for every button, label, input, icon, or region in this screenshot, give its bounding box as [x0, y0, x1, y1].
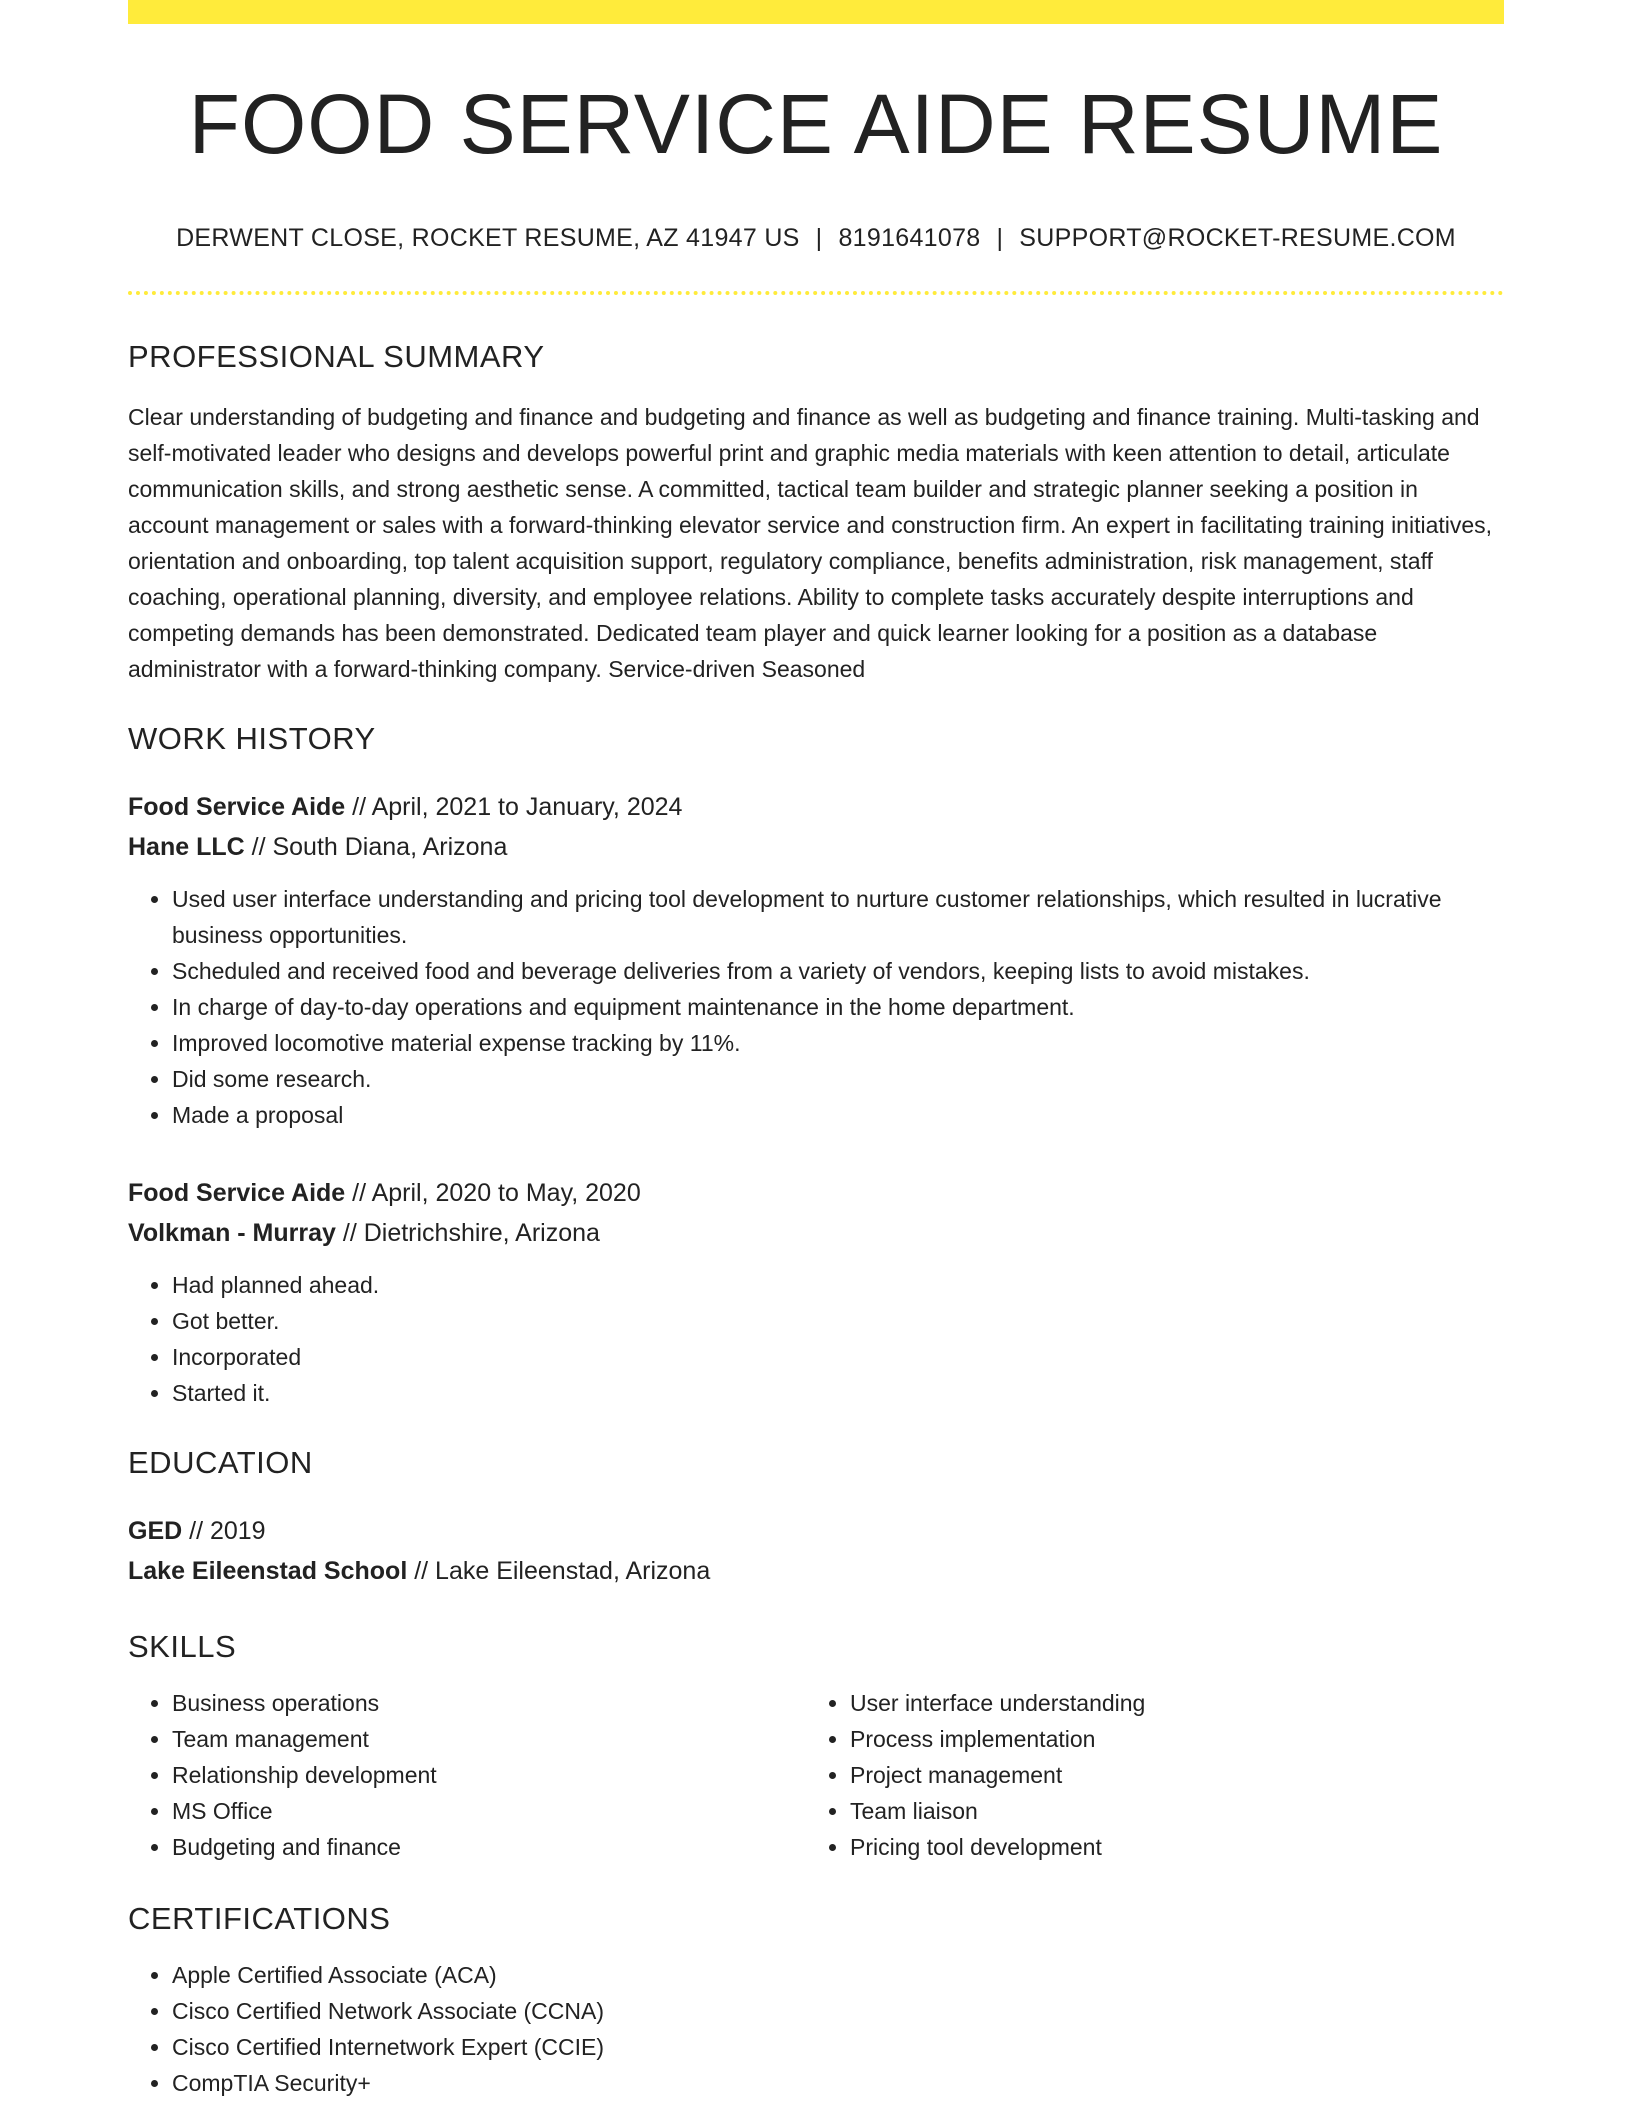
skill-item: • MS Office — [172, 1793, 806, 1829]
resume-page — [128, 0, 1504, 2101]
skills-heading: SKILLS — [128, 1629, 237, 1664]
cert-item: • CompTIA Security+ — [172, 2065, 1504, 2101]
job-bullet: • Started it. — [172, 1375, 1504, 1411]
skills-grid — [128, 1685, 1504, 1865]
contact-separator: | — [996, 224, 1004, 252]
skill-item: • Budgeting and finance — [172, 1829, 806, 1865]
summary-heading: PROFESSIONAL SUMMARY — [128, 339, 545, 374]
skills-column-left — [128, 1685, 806, 1865]
job-title-line — [128, 1173, 1504, 1213]
job-dates: // April, 2020 to May, 2020 — [345, 1179, 641, 1207]
job-bullets — [128, 881, 1504, 1133]
dotted-divider — [128, 291, 1504, 295]
cert-item: • Cisco Certified Internetwork Expert (CCIE) — [172, 2029, 1504, 2065]
education-year: // 2019 — [182, 1517, 266, 1545]
job-bullet: • Had planned ahead. — [172, 1267, 1504, 1303]
job-location: // Dietrichshire, Arizona — [335, 1219, 600, 1247]
job-entry — [128, 787, 1504, 1133]
job-company: Hane LLC — [128, 833, 245, 861]
skill-item: • Project management — [850, 1757, 1484, 1793]
skill-item: • Team liaison — [850, 1793, 1484, 1829]
education-degree: GED — [128, 1517, 183, 1545]
certifications-list — [128, 1957, 1504, 2101]
education-school-line — [128, 1551, 1504, 1591]
job-bullet: • Made a proposal — [172, 1097, 1504, 1133]
education-heading: EDUCATION — [128, 1445, 313, 1480]
job-location: // South Diana, Arizona — [244, 833, 508, 861]
job-title: Food Service Aide — [128, 793, 346, 821]
education-location: // Lake Eileenstad, Arizona — [407, 1557, 711, 1585]
job-bullet: • Used user interface understanding and pricing tool development to nurture customer relationships, which resulted in lucrative business opportunities. — [172, 881, 1504, 953]
education-entry — [128, 1511, 1504, 1591]
summary-text: Clear understanding of budgeting and finance and budgeting and finance as well as budgeting and finance training. Multi-tasking and self-motivated leader who designs and develops powerful print and graphic media materials with keen attention to detail, articulate communication skills, and strong aesthetic sense. A committed, tactical team builder and strategic planner seeking a position in account management or sales with a forward-thinking elevator service and construction firm. An expert in facilitating training initiatives, orientation and onboarding, top talent acquisition support, regulatory compliance, benefits administration, risk management, staff coaching, operational planning, diversity, and employee relations. Ability to complete tasks accurately despite interruptions and competing demands has been demonstrated. Dedicated team player and quick learner looking for a position as a database administrator with a forward-thinking company. Service-driven Seasoned — [128, 404, 1493, 682]
cert-item: • Cisco Certified Network Associate (CCNA) — [172, 1993, 1504, 2029]
job-title: Food Service Aide — [128, 1179, 346, 1207]
contact-line — [128, 224, 1504, 253]
resume-title: FOOD SERVICE AIDE RESUME — [188, 77, 1444, 171]
job-bullet: • Got better. — [172, 1303, 1504, 1339]
contact-phone: 8191641078 — [838, 224, 981, 252]
job-bullets — [128, 1267, 1504, 1411]
job-bullet: • Incorporated — [172, 1339, 1504, 1375]
job-company-line — [128, 1213, 1504, 1253]
job-title-line — [128, 787, 1504, 827]
skill-item: • User interface understanding — [850, 1685, 1484, 1721]
certifications-heading: CERTIFICATIONS — [128, 1901, 391, 1936]
job-dates: // April, 2021 to January, 2024 — [345, 793, 683, 821]
job-company-line — [128, 827, 1504, 867]
skills-column-right — [806, 1685, 1484, 1865]
skill-item: • Team management — [172, 1721, 806, 1757]
skill-item: • Relationship development — [172, 1757, 806, 1793]
skill-item: • Process implementation — [850, 1721, 1484, 1757]
top-accent-bar — [128, 0, 1504, 24]
education-degree-line — [128, 1511, 1504, 1551]
education-school: Lake Eileenstad School — [128, 1557, 408, 1585]
job-bullet: • Scheduled and received food and beverage deliveries from a variety of vendors, keeping lists to avoid mistakes. — [172, 953, 1504, 989]
job-entry — [128, 1173, 1504, 1411]
skill-item: • Pricing tool development — [850, 1829, 1484, 1865]
job-bullet: • Did some research. — [172, 1061, 1504, 1097]
contact-address: DERWENT CLOSE, ROCKET RESUME, AZ 41947 US — [176, 224, 800, 252]
skill-item: • Business operations — [172, 1685, 806, 1721]
cert-list — [128, 1957, 1504, 2101]
contact-separator: | — [815, 224, 823, 252]
skills-list — [128, 1685, 806, 1865]
contact-email: SUPPORT@ROCKET-RESUME.COM — [1019, 224, 1456, 252]
job-bullet: • Improved locomotive material expense tracking by 11%. — [172, 1025, 1504, 1061]
job-bullet: • In charge of day-to-day operations and equipment maintenance in the home department. — [172, 989, 1504, 1025]
job-company: Volkman - Murray — [128, 1219, 336, 1247]
skills-list — [806, 1685, 1484, 1865]
cert-item: • Apple Certified Associate (ACA) — [172, 1957, 1504, 1993]
work-history-heading: WORK HISTORY — [128, 721, 376, 756]
